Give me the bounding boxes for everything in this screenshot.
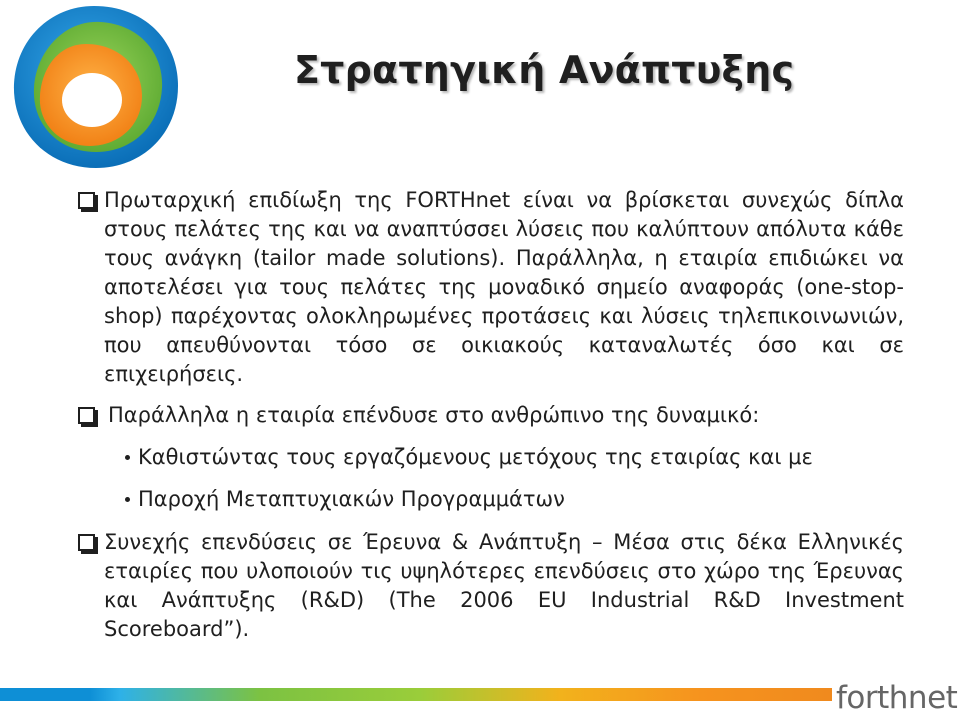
checkbox-bullet-icon — [78, 534, 95, 551]
dot-bullet-icon — [125, 497, 130, 502]
checkbox-bullet-icon — [78, 192, 95, 209]
checkbox-bullet-icon — [78, 407, 95, 424]
bullet-text: Παράλληλα η εταιρία επένδυσε στο ανθρώπινο της δυναμικό: — [108, 403, 760, 427]
bullet-item — [76, 528, 904, 644]
bullet-item — [76, 401, 904, 430]
dot-bullet-icon — [125, 455, 130, 460]
sub-bullet-item — [76, 485, 904, 514]
bullet-item — [76, 186, 904, 389]
brand-wordmark: forthnet — [836, 680, 958, 716]
forthnet-logo-icon — [6, 0, 182, 174]
bullet-text: Πρωταρχική επιδίωξη της FORTHnet είναι να βρίσκεται συνεχώς δίπλα στους πελάτες της και να αναπτύσσει λύσεις που καλύπτουν απόλυτα κάθε τους ανάγκη (tailor made solutions). Παράλληλα, η εταιρία επιδιώκει να αποτελέσει για τους πελάτες της μοναδικό σημείο αναφοράς (one-stop-shop) παρέχοντας ολοκληρωμένες προτάσεις και λύσεις τηλεπικοινωνιών, που απευθύνονται τόσο σε οικιακούς καταναλωτές όσο και σε επιχειρήσεις. — [104, 188, 904, 386]
page-title: Στρατηγική Ανάπτυξης — [294, 48, 795, 92]
sub-bullet-item — [76, 443, 904, 472]
footer-gradient-bar — [0, 688, 832, 701]
sub-bullet-text: Παροχή Μεταπτυχιακών Προγραμμάτων — [138, 487, 565, 511]
bullet-text: Συνεχής επενδύσεις σε Έρευνα & Ανάπτυξη – Μέσα στις δέκα Ελληνικές εταιρίες που υλοποιούν τις υψηλότερες επενδύσεις στο χώρο της Έρευνας και Ανάπτυξης (R&D) (The 2006 EU Industrial R&D Investment Scoreboard”). — [104, 530, 904, 641]
sub-bullet-text: Καθιστώντας τους εργαζόμενους μετόχους της εταιρίας και με — [138, 445, 813, 469]
slide-content — [76, 186, 904, 644]
